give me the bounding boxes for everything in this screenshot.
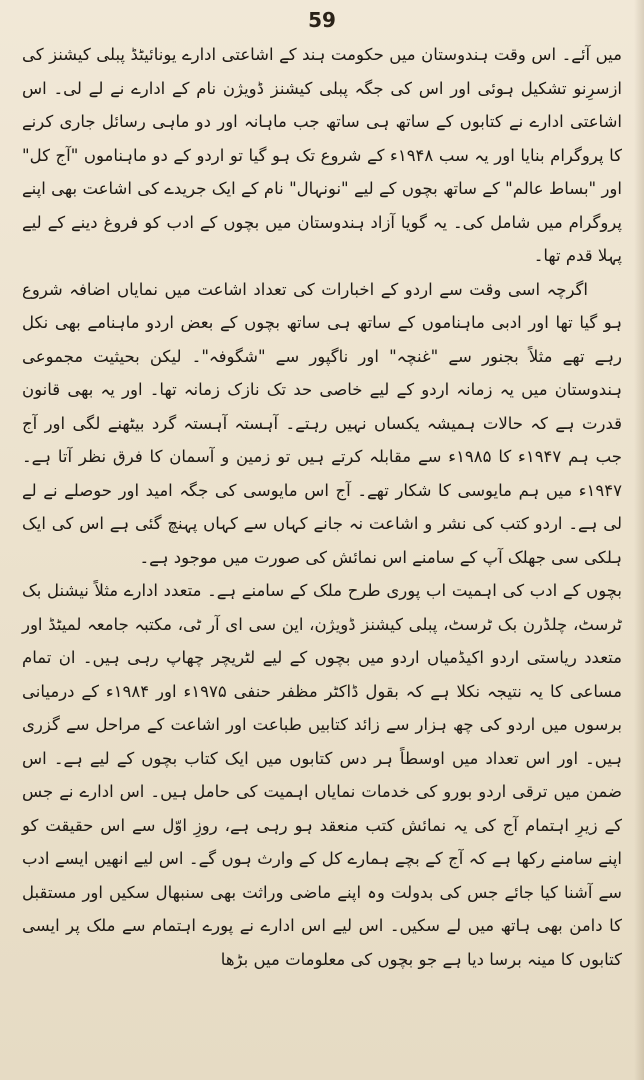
page-edge-shadow — [634, 0, 644, 1080]
page-number: 59 — [308, 8, 336, 32]
paragraph-2: اگرچہ اسی وقت سے اردو کے اخبارات کی تعداد اشاعت میں نمایاں اضافہ شروع ہو گیا تھا اور ادبی ماہناموں کے ساتھ ہی ساتھ بچوں کے بعض اردو ماہنامے بھی نکل رہے تھے مثلاً بجنور سے "غنچہ" اور ناگپور سے "شگوفہ"۔ لیکن بحیثیت مجموعی ہندوستان میں یہ زمانہ اردو کے لیے خاصی حد تک نازک زمانہ تھا۔ اور یہ بھی قانون قدرت ہے کہ حالات ہمیشہ یکساں نہیں رہتے۔ آہستہ آہستہ گرد بیٹھنے لگی اور آج جب ہم ۱۹۴۷ء کا ۱۹۸۵ء سے مقابلہ کرتے ہیں تو زمین و آسمان کا فرق نظر آتا ہے۔ ۱۹۴۷ء میں ہم مایوسی کا شکار تھے۔ آج اس مایوسی کی جگہ امید اور حوصلے نے لے لی ہے۔ اردو کتب کی نشر و اشاعت نہ جانے کہاں سے کہاں پہنچ گئی ہے اس کی ایک ہلکی سی جھلک آپ کے سامنے اس نمائش کی صورت میں موجود ہے۔ — [22, 279, 622, 567]
paragraph-1: میں آئے۔ اس وقت ہندوستان میں حکومت ہند کے اشاعتی ادارے یونائیٹڈ پبلی کیشنز کی ازسرِنو تشکیل ہوئی اور اس کی جگہ پبلی کیشنز ڈویژن نام کے ادارے نے لے لی۔ اس اشاعتی ادارے نے کتابوں کے ساتھ ہی ساتھ جب ماہانہ اور دو ماہی رسائل جاری کرنے کا پروگرام بنایا اور یہ سب ۱۹۴۸ء کے شروع تک ہو گیا تو اردو کے دو ماہناموں "آج کل" اور "بساط عالم" کے ساتھ بچوں کے لیے "نونہال" نام کے ایک جریدے کی اشاعت بھی اپنے پروگرام میں شامل کی۔ یہ گویا آزاد ہندوستان میں بچوں کے ادب کو فروغ دینے کے لیے پہلا قدم تھا۔ — [22, 45, 622, 265]
paragraph-3: بچوں کے ادب کی اہمیت اب پوری طرح ملک کے سامنے ہے۔ متعدد ادارے مثلاً نیشنل بک ٹرسٹ، چلڈرن بک ٹرسٹ، پبلی کیشنز ڈویژن، این سی ای آر ٹی، مکتبہ جامعہ لمیٹڈ اور متعدد ریاستی اردو اکیڈمیاں اردو میں بچوں کے لیے لٹریچر چھاپ رہی ہیں۔ ان تمام مساعی کا یہ نتیجہ نکلا ہے کہ بقول ڈاکٹر مظفر حنفی ۱۹۷۵ء اور ۱۹۸۴ء کے درمیانی برسوں میں اردو کی چھ ہزار سے زائد کتابیں طباعت اور اشاعت کے مراحل سے گزری ہیں۔ اور اس تعداد میں اوسطاً ہر دس کتابوں میں ایک کتاب بچوں کے لیے ہے۔ اس ضمن میں ترقی اردو بورو کی خدمات نمایاں اہمیت کی حامل ہیں۔ اس ادارے نے جس کے زیرِ اہتمام آج کی یہ نمائش کتب منعقد ہو رہی ہے، روزِ اوّل سے اس حقیقت کو اپنے سامنے رکھا ہے کہ آج کے بچے ہمارے کل کے وارث ہوں گے۔ اس لیے انھیں ایسے ادب سے آشنا کیا جائے جس کی بدولت وہ اپنے ماضی وراثت بھی سنبھال سکیں اور مستقبل کا دامن بھی ہاتھ میں لے سکیں۔ اس لیے اس ادارے نے پورے اہتمام سے ملک پر ایسی کتابوں کا مینہ برسا دیا ہے جو بچوں کی معلومات میں بڑھا — [22, 581, 622, 969]
page-body-text — [22, 38, 622, 976]
